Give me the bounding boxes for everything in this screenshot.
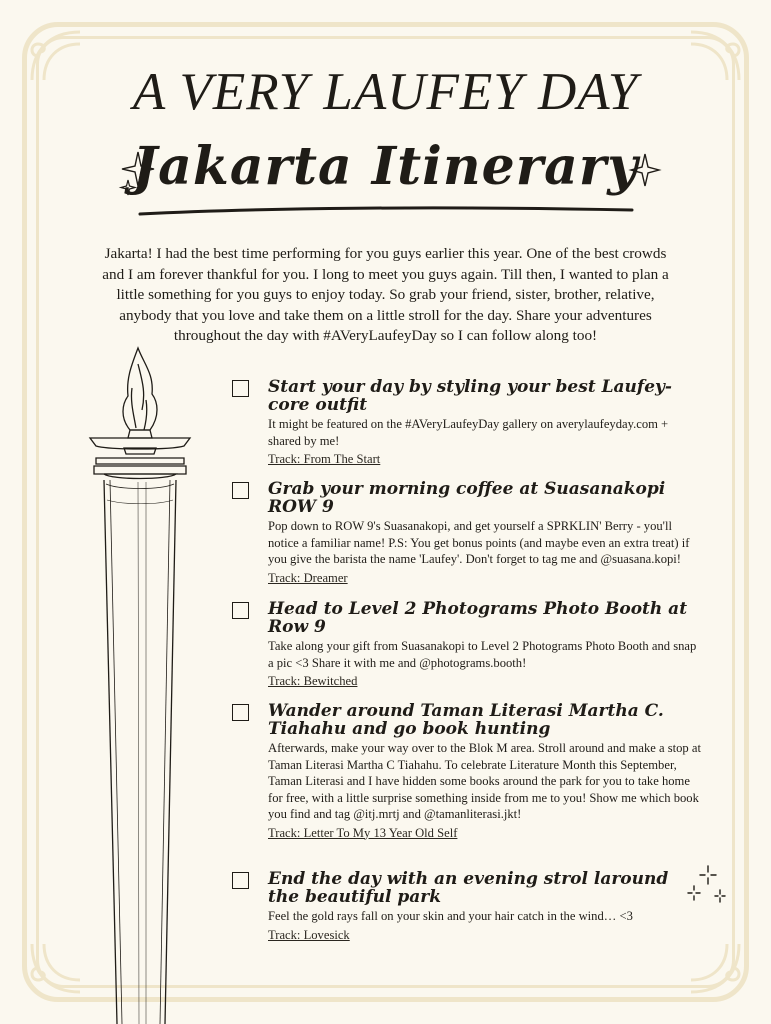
- corner-ornament-icon: [26, 938, 86, 998]
- item-title: Head to Level 2 Photograms Photo Booth at Row 9: [268, 599, 688, 637]
- item-track-link[interactable]: Track: Bewitched: [268, 674, 358, 688]
- page-subtitle: Jakarta Itinerary: [132, 136, 639, 197]
- item-description: Afterwards, make your way over to the Blok M area. Stroll around and make a stop at Taman Literasi Martha C Tiahahu. To celebrate Literature Month this September, Taman Literasi and I have hidden some books around the park for you to take home for free, with a little surprise something inside from me to you! Show me which book you find and tag @itj.mrtj and @tamanliterasi.jkt!: [268, 741, 701, 821]
- item-track-link[interactable]: Track: Lovesick: [268, 927, 350, 942]
- checkbox-icon[interactable]: [232, 602, 249, 619]
- item-track-link[interactable]: Track: From The Start: [268, 452, 381, 466]
- itinerary-item: [232, 480, 702, 587]
- item-description: Take along your gift from Suasanakopi to Level 2 Photograms Photo Booth and snap a pic <3 Share it with me and @photograms.booth!: [268, 639, 697, 670]
- itinerary-item: [232, 378, 702, 468]
- subtitle-underline: [136, 198, 636, 222]
- item-title: Grab your morning coffee at Suasanakopi ROW 9: [268, 479, 666, 517]
- checkbox-icon[interactable]: [232, 380, 249, 397]
- item-description: Pop down to ROW 9's Suasanakopi, and get yourself a SPRKLIN' Berry - you'll notice a familiar name! P.S: You get bonus points (and maybe even an extra treat) if you give the barista the name 'Laufey'. Don't forget to tag me and @suasana.kopi!: [268, 519, 690, 566]
- sparkle-icon: [686, 860, 730, 908]
- corner-ornament-icon: [685, 938, 745, 998]
- item-title: Wander around Taman Literasi Martha C. Tiahahu and go book hunting: [268, 701, 664, 739]
- checkbox-icon[interactable]: [232, 704, 249, 721]
- itinerary-item: [232, 702, 702, 842]
- item-description: It might be featured on the #AVeryLaufeyDay gallery on averylaufeyday.com + shared by me!: [268, 417, 669, 448]
- itinerary-item: [232, 600, 702, 690]
- item-description: Feel the gold rays fall on your skin and your hair catch in the wind… <3: [268, 909, 633, 923]
- item-title: End the day with an evening strol laround the beautiful park: [268, 869, 669, 907]
- item-track-link[interactable]: Track: Letter To My 13 Year Old Self: [268, 825, 458, 840]
- item-title: Start your day by styling your best Laufey-core outfit: [268, 377, 672, 415]
- checkbox-icon[interactable]: [232, 482, 249, 499]
- item-track-link[interactable]: Track: Dreamer: [268, 570, 348, 585]
- monas-monument-icon: [80, 340, 200, 1024]
- intro-paragraph: Jakarta! I had the best time performing for you guys earlier this year. One of the best crowds and I am forever thankful for you. I long to meet you guys again. Till then, I wanted to plan a little something for you guys to enjoy today. So grab your friend, sister, brother, relative, anybody that you love and take them on a little stroll for the day. Share your adventures throughout the day with #AVeryLaufeyDay so I can follow along too!: [102, 245, 669, 344]
- checkbox-icon[interactable]: [232, 872, 249, 889]
- itinerary-item: [232, 870, 702, 944]
- page-title: A VERY LAUFEY DAY: [132, 63, 639, 121]
